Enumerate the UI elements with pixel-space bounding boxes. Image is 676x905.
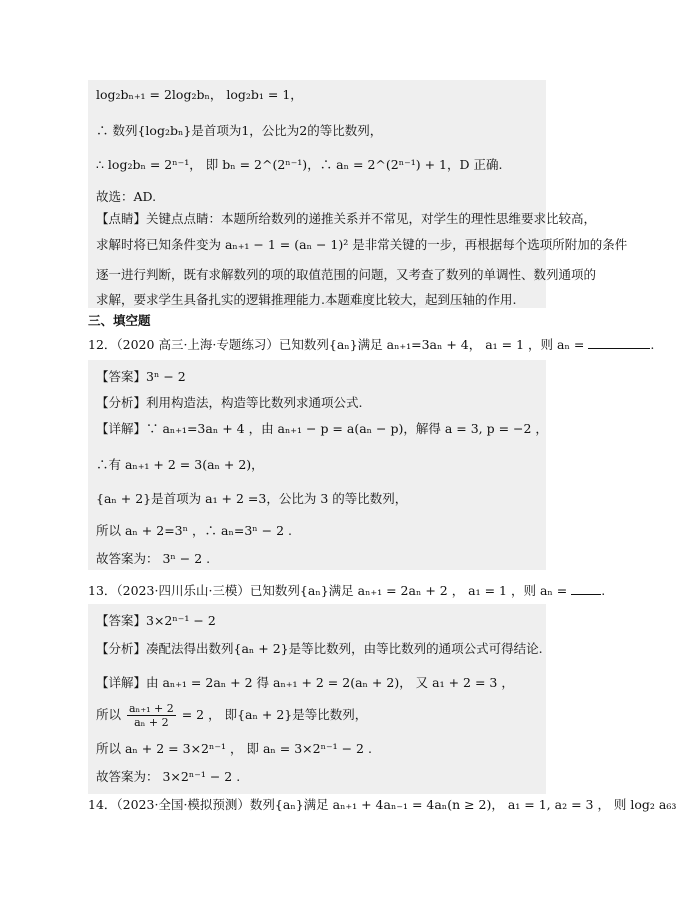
q14-stem: 14．（2023·全国·模拟预测）数列{aₙ}满足 aₙ₊₁ + 4aₙ₋₁ = 4aₙ(n ≥ 2)， a₁ = 1, a₂ = 3 ， 则 log₂ a₆₃ [88, 797, 676, 812]
q13-detail: 所以 aₙ + 2 = 3×2ⁿ⁻¹ ， 即 aₙ = 3×2ⁿ⁻¹ − 2 . [96, 741, 372, 756]
q12-detail: 【详解】∵ aₙ₊₁=3aₙ + 4 ，由 aₙ₊₁ − p = a(aₙ − p)，解得 a = 3, p = −2 ， [96, 421, 548, 436]
q12-stem: 12．（2020 高三·上海·专题练习）已知数列{aₙ}满足 aₙ₊₁=3aₙ + 4， a₁ = 1 ，则 aₙ = . [88, 337, 655, 352]
explanation-line: 故选：AD. [96, 189, 157, 204]
explanation-line: log₂bₙ₊₁ = 2log₂bₙ， log₂b₁ = 1， [96, 87, 303, 102]
answer-blank [571, 582, 601, 595]
q13-final-answer: 故答案为： 3×2ⁿ⁻¹ − 2 . [96, 769, 241, 784]
section-heading: 三、填空题 [88, 313, 151, 328]
q12-detail: {aₙ + 2}是首项为 a₁ + 2 =3，公比为 3 的等比数列， [96, 491, 408, 506]
note-line: 求解，要求学生具备扎实的逻辑推理能力.本题难度比较大，起到压轴的作用. [96, 292, 517, 307]
q12-detail: ∴有 aₙ₊₁ + 2 = 3(aₙ + 2)， [96, 457, 264, 472]
note-line: 【点睛】关键点点睛：本题所给数列的递推关系并不常见，对学生的理性思维要求比较高， [96, 211, 597, 226]
q13-solution-bg [88, 604, 546, 794]
q12-analysis: 【分析】利用构造法，构造等比数列求通项公式. [96, 395, 363, 410]
answer-blank [588, 336, 650, 349]
q12-detail: 所以 aₙ + 2=3ⁿ ，∴ aₙ=3ⁿ − 2 . [96, 523, 293, 538]
q12-answer: 【答案】3ⁿ − 2 [96, 369, 186, 384]
explanation-line: ∴ log₂bₙ = 2ⁿ⁻¹， 即 bₙ = 2^(2ⁿ⁻¹)，∴ aₙ = 2^(2ⁿ⁻¹) + 1，D 正确. [96, 157, 503, 172]
q13-detail: 所以 $\frac{\text{aₙ₊₁ + 2}}{\text{aₙ + 2}}$ = 2 ， 即{aₙ + 2}是等比数列， [96, 702, 368, 729]
q13-analysis: 【分析】凑配法得出数列{aₙ + 2}是等比数列，由等比数列的通项公式可得结论. [96, 641, 543, 656]
note-line: 求解时将已知条件变为 aₙ₊₁ − 1 = (aₙ − 1)² 是非常关键的一步，再根据每个选项所附加的条件 [96, 237, 628, 252]
q12-final-answer: 故答案为： 3ⁿ − 2 . [96, 551, 211, 566]
q13-detail: 【详解】由 aₙ₊₁ = 2aₙ + 2 得 aₙ₊₁ + 2 = 2(aₙ + 2)， 又 a₁ + 2 = 3 ， [96, 675, 514, 690]
q13-answer: 【答案】3×2ⁿ⁻¹ − 2 [96, 613, 216, 628]
explanation-line: ∴ 数列{log₂bₙ}是首项为1，公比为2的等比数列， [96, 123, 383, 138]
note-line: 逐一进行判断，既有求解数列的项的取值范围的问题，又考查了数列的单调性、数列通项的 [96, 267, 597, 282]
q13-stem: 13．（2023·四川乐山·三模）已知数列{aₙ}满足 aₙ₊₁ = 2aₙ + 2 ， a₁ = 1 ，则 aₙ = . [88, 583, 606, 598]
fraction: $\frac{\text{aₙ₊₁ + 2}}{\text{aₙ + 2}}$ [129, 702, 174, 729]
